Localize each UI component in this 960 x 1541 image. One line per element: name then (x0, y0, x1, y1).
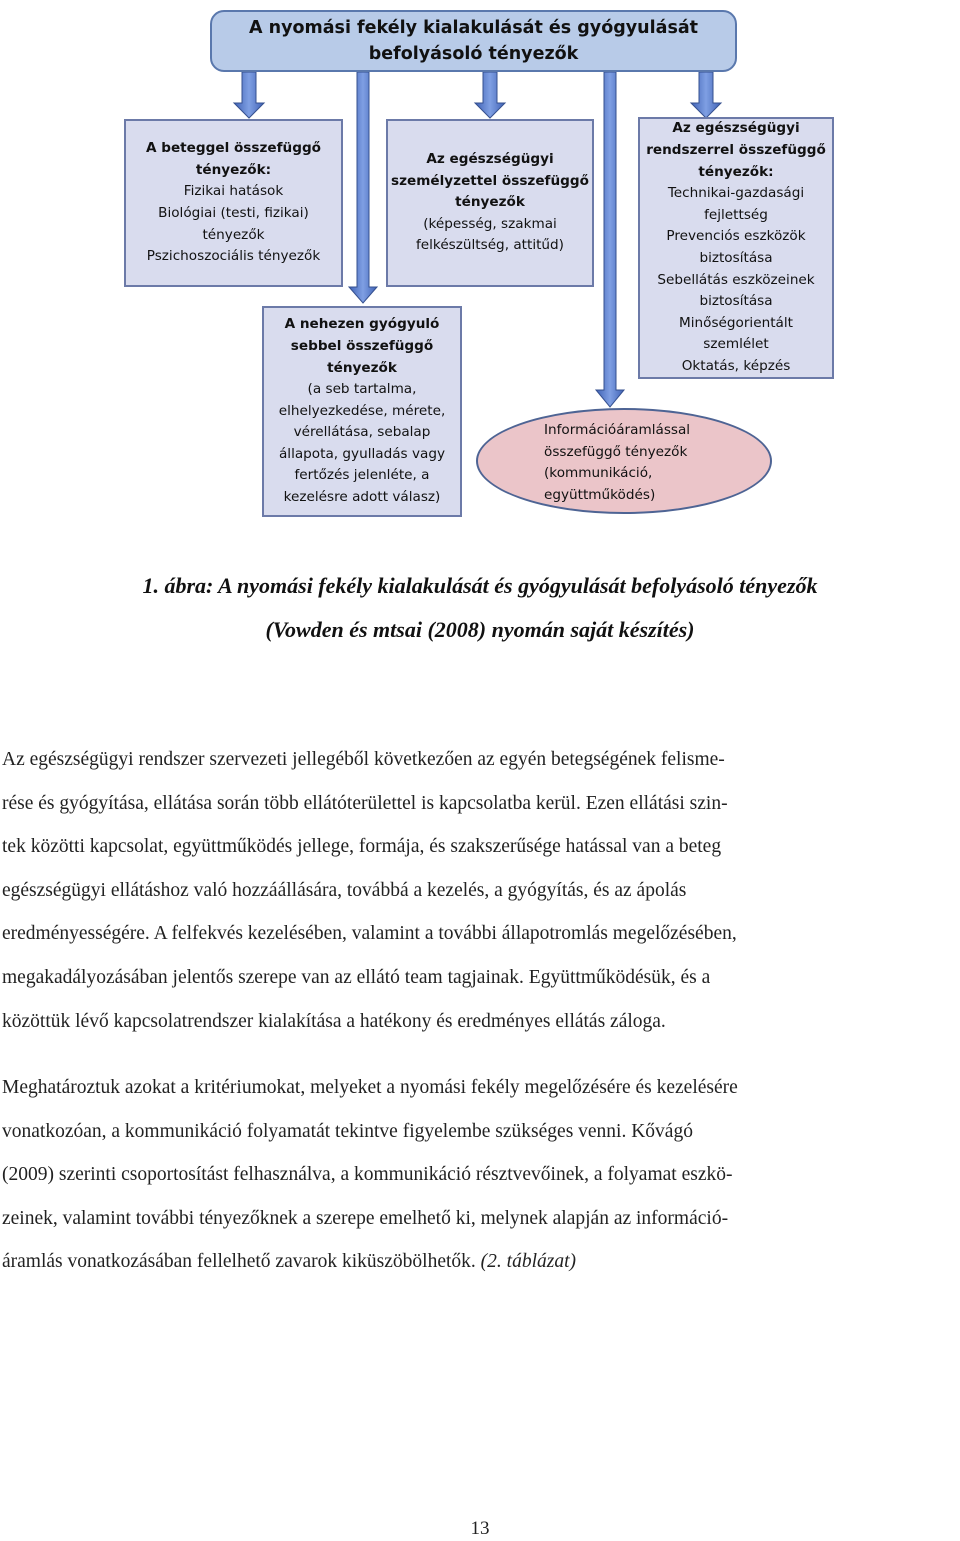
box-line: vérellátása, sebalap (293, 424, 431, 441)
box-line: állapota, gyulladás vagy (278, 445, 446, 462)
box-line: Prevenciós eszközök (666, 228, 806, 245)
table-reference: (2. táblázat) (480, 1251, 576, 1273)
text-line: (2009) szerinti csoportosítást felhasználva, a kommunikáció résztvevőinek, a folyamat eszkö- (2, 1164, 733, 1186)
text-line (2, 1240, 957, 1284)
ellipse-line: együttműködés) (544, 486, 656, 503)
box-line: Fizikai hatások (183, 183, 284, 200)
diagram-title-line: befolyásoló tényezők (368, 44, 579, 64)
box-heading-line: tényezők (455, 194, 525, 211)
wound-factors-box (262, 306, 462, 517)
page-number: 13 (470, 1518, 490, 1539)
box-heading-line: Az egészségügyi (426, 151, 554, 168)
ellipse-line: (kommunikáció, (544, 465, 653, 482)
box-heading-line: sebbel összefüggő (290, 337, 434, 354)
system-factors-box (638, 117, 834, 379)
info-flow-ellipse (476, 408, 772, 514)
box-line: Minőségorientált (679, 314, 793, 331)
arrow-to-patient-box (234, 72, 264, 118)
box-line: Pszichoszociális tényezők (146, 248, 321, 265)
box-line: kezelésre adott válasz) (283, 489, 441, 506)
box-line: (a seb tartalma, (307, 381, 417, 398)
box-line: elhelyezkedése, mérete, (278, 402, 446, 419)
diagram-title-line: A nyomási fekély kialakulását és gyógyulását (248, 18, 699, 38)
arrow-to-wound-box (349, 72, 377, 303)
box-heading-line: Az egészségügyi (672, 120, 800, 137)
paragraph-2 (2, 1066, 957, 1284)
text-line: vonatkozóan, a kommunikáció folyamatát tekintve figyelembe szükséges venni. Kővágó (2, 1120, 693, 1142)
box-heading-line: tényezők (327, 359, 397, 376)
box-heading-line: A nehezen gyógyuló (284, 316, 440, 333)
text-line: közöttük lévő kapcsolatrendszer kialakítása a hatékony és eredményes ellátás záloga. (2, 1010, 666, 1032)
box-heading-line: A beteggel összefüggő (145, 140, 322, 157)
box-line: (képesség, szakmai (423, 215, 557, 232)
text-line: zeinek, valamint további tényezőknek a szerepe emelhető ki, melynek alapján az információ- (2, 1207, 729, 1229)
text-line: Az egészségügyi rendszer szervezeti jellegéből következően az egyén betegségének felisme- (2, 749, 725, 770)
paragraph-1 (2, 738, 957, 1043)
box-heading-line: tényezők: (698, 163, 774, 180)
arrow-to-staff-box (475, 72, 505, 118)
box-line: biztosítása (699, 250, 773, 266)
factors-diagram (0, 0, 960, 530)
box-heading-line: rendszerrel összefüggő (646, 142, 826, 159)
text-line: megakadályozásában jelentős szerepe van az ellátó team tagjainak. Együttműködésük, és a (2, 966, 711, 988)
text-line: eredményességére. A felfekvés kezelésében, valamint a további állapotromlás megelőzésében, (2, 923, 737, 945)
box-line: Sebellátás eszközeinek (657, 271, 815, 288)
box-line: Biológiai (testi, fizikai) (158, 205, 309, 221)
box-line: Technikai-gazdasági (667, 185, 805, 202)
box-heading-line: tényezők: (195, 161, 272, 178)
ellipse-line: Információáramlással (544, 422, 691, 438)
arrow-to-system-box (691, 72, 721, 118)
box-line: szemlélet (703, 336, 769, 353)
box-line: fejlettség (704, 206, 768, 223)
text-line: egészségügyi ellátáshoz való hozzáállására, továbbá a kezelés, a gyógyítás, és az ápolás (2, 879, 687, 901)
text-span: áramlás vonatkozásában fellelhető zavarok kiküszöbölhetők. (2, 1251, 476, 1273)
box-line: Oktatás, képzés (681, 357, 791, 374)
text-line: Meghatároztuk azokat a kritériumokat, melyeket a nyomási fekély megelőzésére és kezelésére (2, 1077, 738, 1098)
patient-factors-box (124, 119, 343, 287)
box-line: felkészültség, attitűd) (416, 237, 564, 254)
staff-factors-box (386, 119, 594, 287)
figure-caption: 1. ábra: A nyomási fekély kialakulását és gyógyulását befolyásoló tényezők (142, 573, 818, 598)
box-line: biztosítása (699, 293, 773, 310)
figure-caption-source: (Vowden és mtsai (2008) nyomán saját készítés) (265, 617, 695, 642)
diagram-title (210, 10, 737, 72)
text-line: rése és gyógyítása, ellátása során több ellátóterülettel is kapcsolatba kerül. Ezen ellátási szin- (2, 792, 728, 814)
ellipse-line: összefüggő tényezők (544, 443, 688, 460)
box-line: tényezők (202, 226, 265, 243)
text-line: tek közötti kapcsolat, együttműködés jellege, formája, és szakszerűsége hatással van a beteg (2, 836, 722, 858)
box-line: fertőzés jelenléte, a (294, 467, 430, 484)
arrow-to-info-ellipse (596, 72, 624, 407)
box-heading-line: személyzettel összefüggő (391, 172, 589, 189)
